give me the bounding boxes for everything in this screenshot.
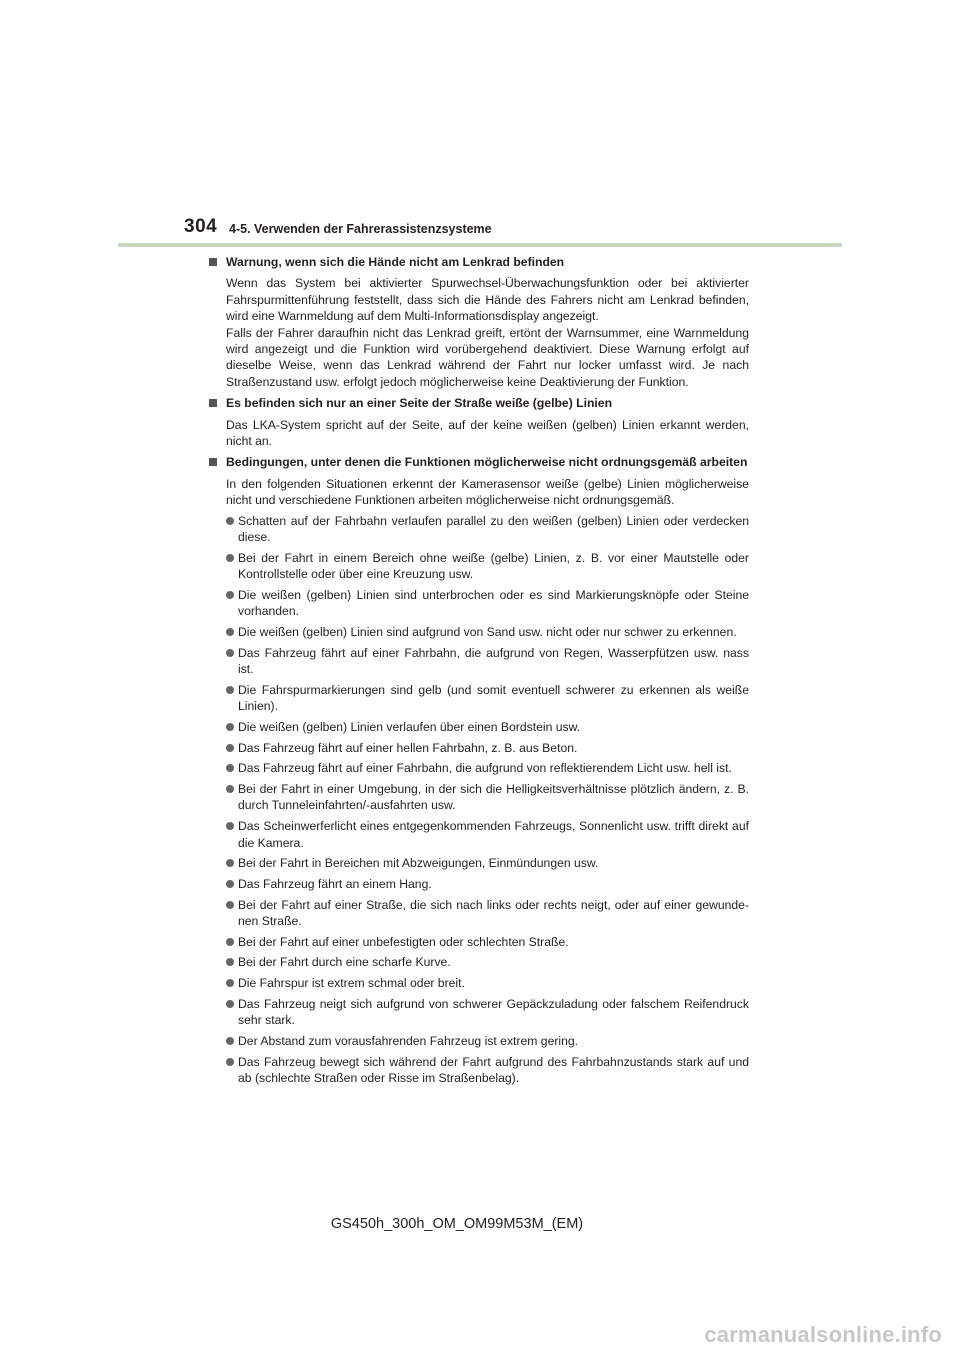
section-body <box>209 417 749 450</box>
model-code: GS450h_300h_OM_OM99M53M_(EM) <box>330 1216 584 1232</box>
square-bullet-icon <box>209 458 217 466</box>
paragraph: Das LKA-System spricht auf der Seite, auf der keine weißen (gelben) Linien erkannt werden, nicht an. <box>226 417 749 449</box>
round-bullet-icon <box>226 1000 234 1008</box>
section-heading: Bedingungen, unter denen die Funktionen möglicherweise nicht ordnungsgemäß arbeiten <box>209 454 749 470</box>
list-item <box>209 855 749 871</box>
list-item <box>209 818 749 851</box>
list-item-text: Die weißen (gelben) Linien verlaufen über einen Bordstein usw. <box>238 719 581 734</box>
square-bullet-icon <box>209 258 217 266</box>
condition-list <box>209 513 749 1087</box>
list-item <box>209 1054 749 1087</box>
list-item <box>209 876 749 892</box>
round-bullet-icon <box>226 554 234 562</box>
square-bullet-icon <box>209 399 217 407</box>
round-bullet-icon <box>226 723 234 731</box>
page-footer <box>0 1216 960 1232</box>
list-item <box>209 1033 749 1049</box>
list-item <box>209 682 749 715</box>
list-item <box>209 760 749 776</box>
list-item-text: Die Fahrspur ist extrem schmal oder breit. <box>238 976 465 991</box>
list-item-text: Das Fahrzeug bewegt sich während der Fahrt aufgrund des Fahrbahnzustands stark auf und ab (schlechte Straßen oder Risse im Straßenbelag). <box>238 1054 749 1086</box>
page-content <box>209 254 749 1092</box>
list-item-text: Der Abstand zum vorausfahrenden Fahrzeug ist extrem gering. <box>238 1034 579 1048</box>
list-item <box>209 954 749 970</box>
list-item <box>209 645 749 678</box>
list-item-text: Bei der Fahrt auf einer unbefestigten oder schlechten Straße. <box>238 934 569 949</box>
list-item <box>209 740 749 756</box>
list-item-text: Bei der Fahrt in Bereichen mit Abzweigungen, Einmündungen usw. <box>238 856 599 871</box>
list-item-text: Bei der Fahrt durch eine scharfe Kurve. <box>238 955 451 970</box>
list-item <box>209 897 749 930</box>
list-item <box>209 624 749 640</box>
round-bullet-icon <box>226 938 234 946</box>
page-header <box>0 0 960 250</box>
round-bullet-icon <box>226 686 234 694</box>
list-item-text: Das Fahrzeug neigt sich aufgrund von schwerer Gepäckzuladung oder falschem Reifendruck sehr stark. <box>238 996 749 1028</box>
round-bullet-icon <box>226 591 234 599</box>
list-item-text: Die weißen (gelben) Linien sind aufgrund von Sand usw. nicht oder nur schwer zu erkennen. <box>238 625 737 640</box>
list-item-text: Das Fahrzeug fährt an einem Hang. <box>238 876 432 891</box>
section-heading: Es befinden sich nur an einer Seite der Straße weiße (gelbe) Linien <box>209 395 749 411</box>
round-bullet-icon <box>226 1058 234 1066</box>
section-conditions <box>209 454 749 1086</box>
round-bullet-icon <box>226 901 234 909</box>
list-item <box>209 996 749 1029</box>
section-body <box>209 476 749 1087</box>
list-item-text: Bei der Fahrt auf einer Straße, die sich nach links oder rechts neigt, oder auf einer gewundenen Straße. <box>238 897 749 929</box>
list-item-text: Das Scheinwerferlicht eines entgegenkommenden Fahrzeugs, Sonnenlicht usw. trifft direkt auf die Kamera. <box>238 819 749 850</box>
round-bullet-icon <box>226 744 234 752</box>
page-number: 304 <box>184 216 218 237</box>
watermark: carmanualsonline.info <box>704 1322 942 1347</box>
list-item-text: Schatten auf der Fahrbahn verlaufen parallel zu den weißen (gelben) Linien oder verdecken diese. <box>238 513 749 545</box>
list-item-text: Das Fahrzeug fährt auf einer hellen Fahrbahn, z. B. aus Beton. <box>238 740 578 755</box>
section-one-side-lines <box>209 395 749 449</box>
list-item <box>209 975 749 991</box>
list-item <box>209 513 749 546</box>
list-item <box>209 719 749 735</box>
list-item <box>209 550 749 583</box>
section-hands-off-warning <box>209 254 749 390</box>
section-body <box>209 275 749 390</box>
list-item-text: Die Fahrspurmarkierungen sind gelb (und somit eventuell schwerer zu erkennen als weiße Linien). <box>238 682 749 714</box>
list-item-text: Die weißen (gelben) Linien sind unterbrochen oder es sind Markierungsknöpfe oder Steine vorhanden. <box>238 587 749 619</box>
round-bullet-icon <box>226 785 234 793</box>
list-item-text: Bei der Fahrt in einem Bereich ohne weiße (gelbe) Linien, z. B. vor einer Mautstelle oder Kontrollstelle oder über eine Kreuzung usw. <box>238 550 749 582</box>
list-item <box>209 934 749 950</box>
paragraph: Wenn das System bei aktivierter Spurwechsel-Überwachungsfunktion oder bei aktivierter Fahrspurmittenführung feststellt, dass sich die Hände des Fahrers nicht am Lenkrad befinden, wird eine Warnmeldung auf dem Multi-Informationsdisplay angezeigt. <box>226 276 749 324</box>
section-heading: Warnung, wenn sich die Hände nicht am Lenkrad befinden <box>209 254 749 270</box>
list-item-text: Das Fahrzeug fährt auf einer Fahrbahn, die aufgrund von Regen, Wasserpfützen usw. nass ist. <box>238 645 749 677</box>
chapter-title: 4-5. Verwenden der Fahrerassistenzsysteme <box>229 222 492 236</box>
paragraph: In den folgenden Situationen erkennt der Kamerasensor weiße (gelbe) Linien möglicherweise nicht und verschiedene Funktionen arbeiten möglicherweise nicht ordnungsgemäß. <box>226 476 749 508</box>
list-item <box>209 587 749 620</box>
list-item-text: Das Fahrzeug fährt auf einer Fahrbahn, die aufgrund von reflektierendem Licht usw. hell ist. <box>238 761 732 776</box>
header-divider <box>118 243 842 247</box>
paragraph: Falls der Fahrer daraufhin nicht das Lenkrad greift, ertönt der Warnsummer, eine Warnmeldung wird angezeigt und die Funktion wird vorübergehend deaktiviert. Diese Warnung erfolgt auf dieselbe Weise, wenn das Lenkrad während der Fahrt nur locker umfasst wird. Je nach Straßenzustand usw. erfolgt jedoch möglicherweise keine Deaktivierung der Funktion. <box>226 325 749 389</box>
round-bullet-icon <box>226 1037 234 1045</box>
list-item-text: Bei der Fahrt in einer Umgebung, in der sich die Helligkeitsverhältnisse plötzlich ändern, z. B. durch Tunneleinfahrten/-ausfahrten usw. <box>238 782 749 813</box>
list-item <box>209 781 749 814</box>
round-bullet-icon <box>226 517 234 525</box>
round-bullet-icon <box>226 649 234 657</box>
round-bullet-icon <box>226 628 234 636</box>
round-bullet-icon <box>226 880 234 888</box>
